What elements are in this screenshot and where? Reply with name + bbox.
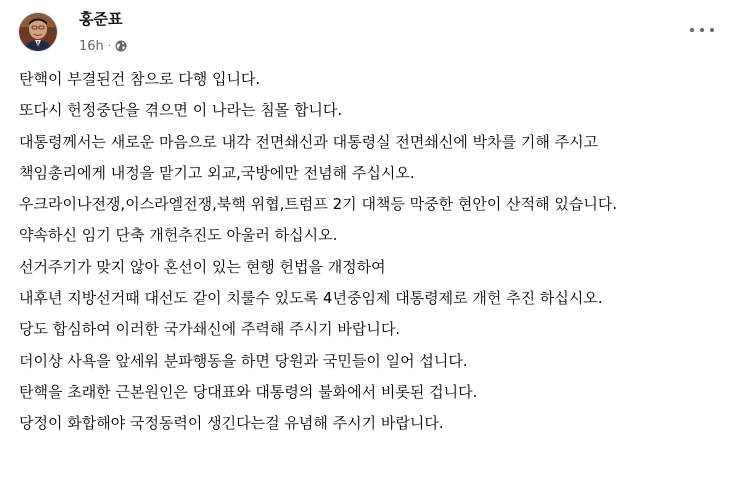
- post-text-line: 대통령께서는 새로운 마음으로 내각 전면쇄신과 대통령실 전면쇄신에 박차를 기해 주시고: [19, 132, 599, 151]
- more-options-icon[interactable]: [690, 22, 714, 38]
- meta-separator: ·: [107, 40, 111, 52]
- profile-photo: [19, 13, 57, 51]
- post-time[interactable]: 16h: [79, 38, 104, 54]
- more-dot: [700, 28, 704, 32]
- avatar[interactable]: [18, 12, 58, 52]
- post-text-line: 약속하신 임기 단축 개헌추진도 아울러 하십시오.: [19, 226, 338, 245]
- post-text-line: 우크라이나전쟁,이스라엘전쟁,북핵 위협,트럼프 2기 대책등 막중한 현안이 산적해 있습니다.: [19, 195, 618, 214]
- post-text-line: 책임총리에게 내정을 맡기고 외교,국방에만 전념해 주십시오.: [19, 163, 415, 182]
- post-meta: [79, 38, 127, 54]
- post-text-line: 탄핵을 초래한 근본원인은 당대표와 대통령의 불화에서 비롯된 겁니다.: [19, 382, 478, 401]
- post-text-line: 당도 합심하여 이러한 국가쇄신에 주력해 주시기 바랍니다.: [19, 320, 401, 339]
- post-text-line: 탄핵이 부결된건 참으로 다행 입니다.: [19, 70, 261, 88]
- more-dot: [710, 28, 714, 32]
- post-text-line: 선거주기가 맞지 않아 혼선이 있는 현행 헌법을 개정하여: [19, 257, 386, 276]
- post-body: [19, 64, 734, 440]
- post-text-line: 또다시 헌정중단을 겪으면 이 나라는 침몰 합니다.: [19, 101, 343, 120]
- more-dot: [690, 28, 694, 32]
- post-text-line: 내후년 지방선거때 대선도 같이 치룰수 있도록 4년중임제 대통령제로 개헌 추진 하십시오.: [19, 289, 603, 308]
- author-name[interactable]: 홍준표: [79, 10, 123, 28]
- globe-icon[interactable]: [115, 40, 127, 52]
- post-text-line: 더이상 사욕을 앞세워 분파행동을 하면 당원과 국민들이 일어 섭니다.: [19, 351, 468, 370]
- post-text-line: 당정이 화합해야 국정동력이 생긴다는걸 유념해 주시기 바랍니다.: [19, 414, 444, 433]
